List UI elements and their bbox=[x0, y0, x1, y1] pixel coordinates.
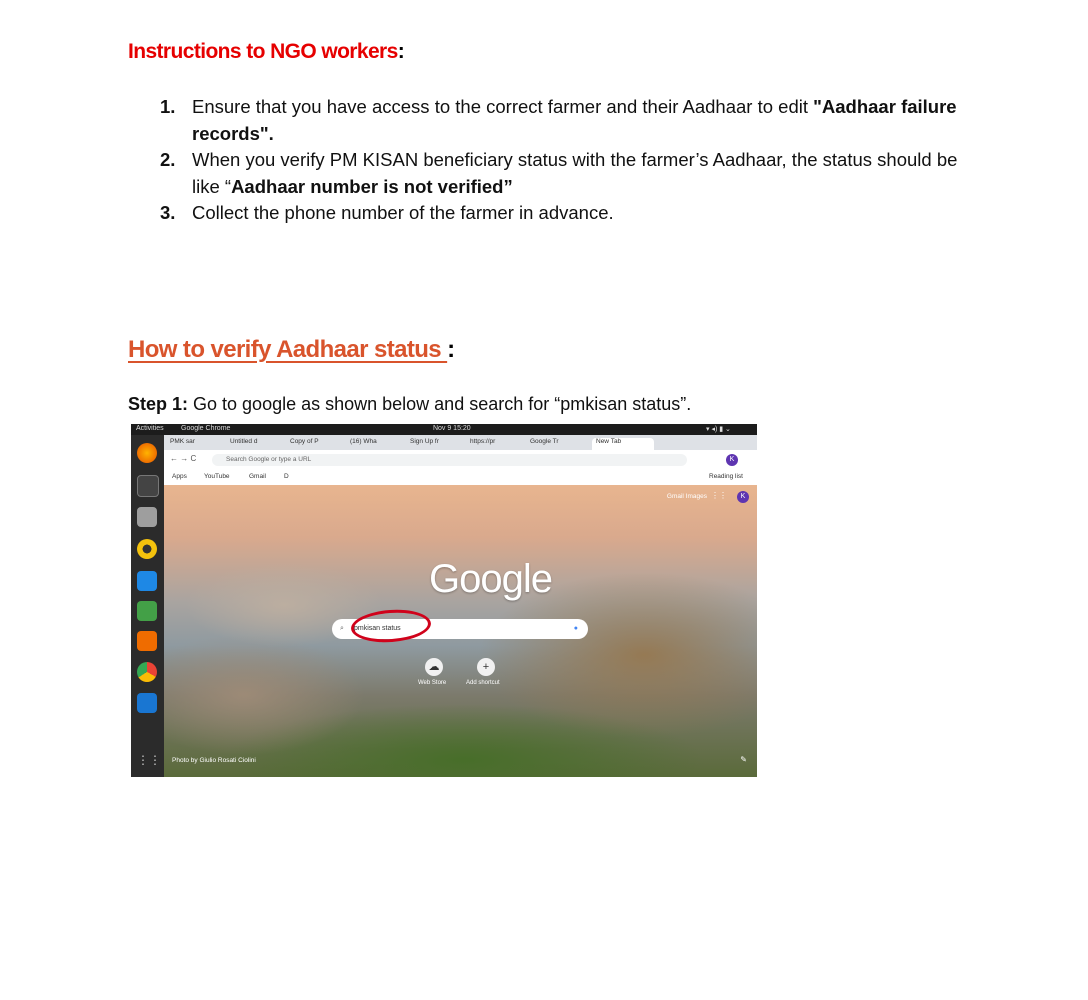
instructions-heading bbox=[128, 40, 404, 64]
how-to-heading-colon: : bbox=[447, 336, 455, 363]
instruction-number-3: 3. bbox=[160, 202, 176, 223]
app-name: Google Chrome bbox=[181, 425, 231, 432]
step-1-label: Step 1: bbox=[128, 394, 189, 414]
browser-chrome bbox=[164, 435, 757, 485]
search-icon: ⌕ bbox=[340, 625, 344, 632]
bookmarks-bar bbox=[164, 470, 757, 486]
rhythmbox-icon bbox=[137, 539, 157, 559]
instructions-heading-colon: : bbox=[397, 40, 405, 63]
embedded-screenshot bbox=[131, 424, 757, 777]
app-grid-icon: ⋮⋮ bbox=[137, 753, 161, 767]
instruction-item-1 bbox=[160, 94, 970, 147]
activities-label: Activities bbox=[136, 425, 164, 432]
google-logo: Google bbox=[429, 557, 552, 601]
photo-credit[interactable]: Photo by Giulio Rosati Ciolini bbox=[172, 757, 256, 764]
instructions-heading-text: Instructions to NGO workers bbox=[128, 40, 398, 63]
step-1-text: Go to google as shown below and search for “pmkisan status”. bbox=[188, 394, 692, 414]
desktop-top-bar bbox=[131, 424, 757, 435]
browser-tab-active[interactable]: New Tab bbox=[592, 438, 654, 450]
step-1-paragraph bbox=[128, 394, 691, 415]
bookmark-gmail[interactable]: Gmail bbox=[249, 473, 266, 480]
browser-tab[interactable]: Untitled d bbox=[230, 438, 258, 445]
instruction-number-2: 2. bbox=[160, 149, 176, 170]
bookmark-apps[interactable]: Apps bbox=[172, 473, 187, 480]
apps-grid-icon[interactable]: ⋮⋮ bbox=[711, 491, 727, 500]
bookmark-d[interactable]: D bbox=[284, 473, 289, 480]
terminal-icon bbox=[137, 475, 159, 497]
clock: Nov 9 15:20 bbox=[431, 425, 471, 432]
instruction-item-3 bbox=[160, 200, 970, 227]
shortcut-add-label: Add shortcut bbox=[466, 680, 500, 686]
mic-icon[interactable]: ● bbox=[573, 625, 578, 632]
browser-tab[interactable]: Copy of P bbox=[290, 438, 319, 445]
instruction-text-2: When you verify PM KISAN beneficiary status with the farmer’s Aadhaar, the status should be like “ bbox=[192, 149, 958, 197]
how-to-heading bbox=[128, 336, 455, 364]
chrome-icon bbox=[137, 662, 157, 682]
bookmark-youtube[interactable]: YouTube bbox=[204, 473, 230, 480]
search-query: pmkisan status bbox=[354, 625, 401, 632]
instruction-item-2 bbox=[160, 147, 970, 200]
instruction-bold-1: "Aadhaar failure records". bbox=[192, 96, 957, 144]
browser-tab[interactable]: (16) Wha bbox=[350, 438, 377, 445]
how-to-heading-text: How to verify Aadhaar status bbox=[128, 336, 448, 363]
red-highlight-circle bbox=[350, 607, 432, 645]
customize-pencil-icon[interactable]: ✎ bbox=[740, 755, 747, 764]
shortcut-web-store-label: Web Store bbox=[418, 680, 447, 686]
nav-buttons-icon[interactable]: ← → C bbox=[170, 454, 197, 463]
software-icon bbox=[137, 631, 157, 651]
firefox-icon bbox=[137, 443, 157, 463]
shortcut-add-icon[interactable]: + bbox=[477, 658, 495, 676]
browser-tab[interactable]: https://pr bbox=[470, 438, 496, 445]
vscode-icon bbox=[137, 693, 157, 713]
instructions-list bbox=[160, 94, 970, 227]
omnibox[interactable]: Search Google or type a URL bbox=[212, 454, 687, 466]
instruction-number-1: 1. bbox=[160, 96, 176, 117]
profile-avatar[interactable]: K bbox=[726, 454, 738, 466]
ntp-avatar[interactable]: K bbox=[737, 491, 749, 503]
browser-tab[interactable]: PMK sar bbox=[170, 438, 195, 445]
instruction-bold-2: Aadhaar number is not verified” bbox=[231, 175, 513, 197]
calc-icon bbox=[137, 601, 157, 621]
files-icon bbox=[137, 507, 157, 527]
writer-icon bbox=[137, 571, 157, 591]
reading-list[interactable]: Reading list bbox=[709, 473, 743, 480]
gmail-images-links[interactable]: Gmail Images bbox=[666, 493, 707, 500]
browser-tab[interactable]: Sign Up fr bbox=[410, 438, 439, 445]
browser-toolbar bbox=[164, 450, 757, 470]
new-tab-background bbox=[164, 485, 757, 777]
shortcut-web-store-icon[interactable]: ☁ bbox=[425, 658, 443, 676]
instruction-text-3: Collect the phone number of the farmer in advance. bbox=[192, 202, 614, 223]
instruction-text-1: Ensure that you have access to the correct farmer and their Aadhaar to edit bbox=[192, 96, 814, 117]
dock bbox=[131, 435, 164, 777]
tab-strip bbox=[164, 435, 757, 450]
system-tray-icons: ▾ ◂) ▮ ⌄ bbox=[706, 426, 731, 433]
browser-tab[interactable]: Google Tr bbox=[530, 438, 559, 445]
